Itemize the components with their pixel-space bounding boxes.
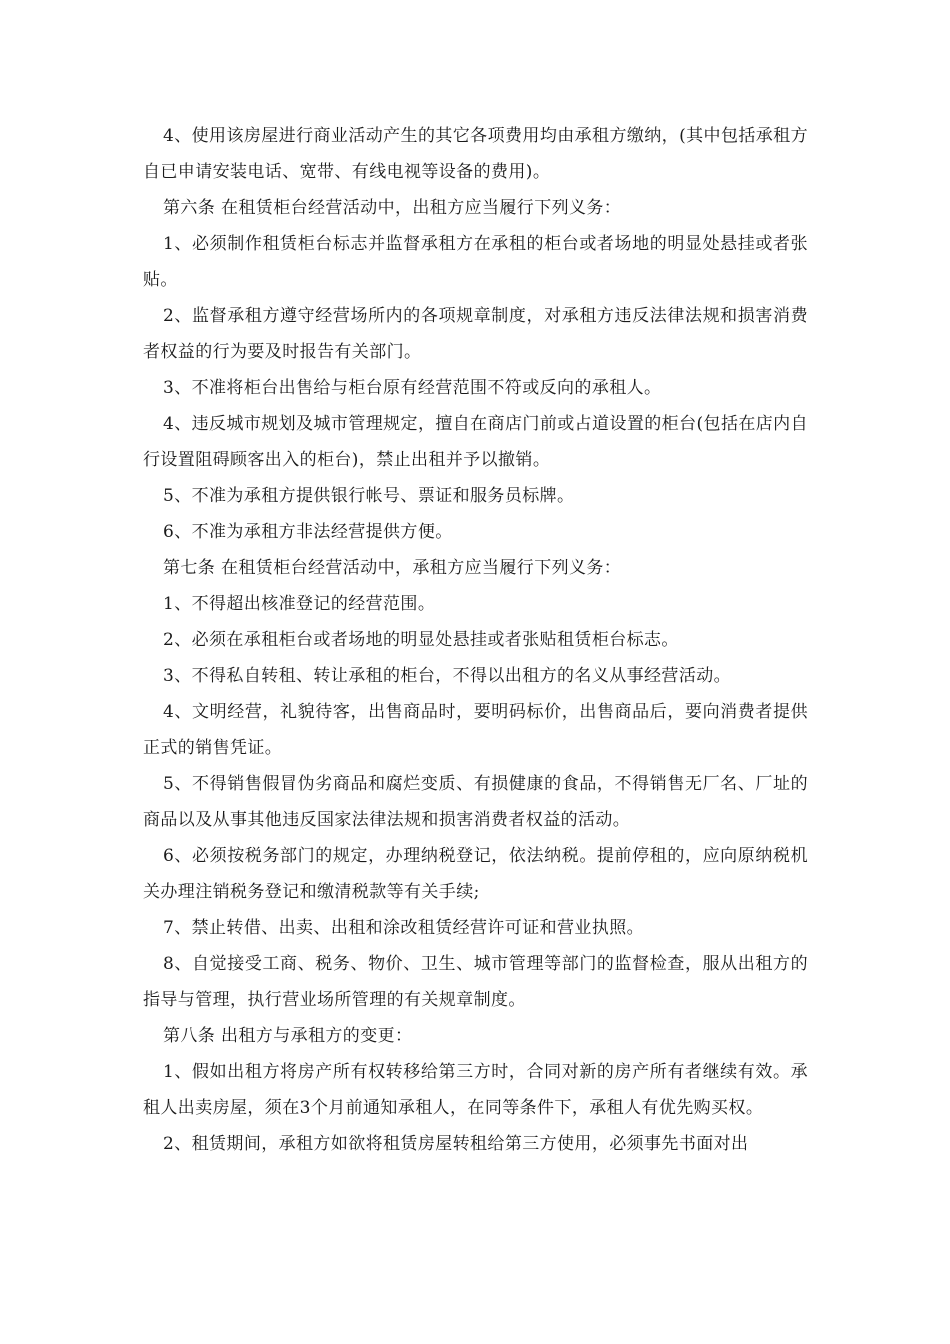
paragraph-clause-7-2: 2、必须在承租柜台或者场地的明显处悬挂或者张贴租赁柜台标志。	[163, 630, 679, 650]
paragraph-clause-7-6: 6、必须按税务部门的规定，办理纳税登记，依法纳税。提前停租的，应向原纳税机关办理注销税务登记和缴清税款等有关手续;	[143, 846, 808, 902]
paragraph-clause-7-8: 8、自觉接受工商、税务、物价、卫生、城市管理等部门的监督检查，服从出租方的指导与管理，执行营业场所管理的有关规章制度。	[143, 954, 808, 1010]
paragraph-clause-8-1: 1、假如出租方将房产所有权转移给第三方时，合同对新的房产所有者继续有效。承租人出卖房屋，须在3个月前通知承租人，在同等条件下，承租人有优先购买权。	[143, 1062, 808, 1118]
paragraph-clause-5-4: 4、使用该房屋进行商业活动产生的其它各项费用均由承租方缴纳，(其中包括承租方自已申请安装电话、宽带、有线电视等设备的费用)。	[143, 126, 808, 182]
paragraph-clause-7-5: 5、不得销售假冒伪劣商品和腐烂变质、有损健康的食品，不得销售无厂名、厂址的商品以及从事其他违反国家法律法规和损害消费者权益的活动。	[143, 774, 808, 830]
article-6-heading: 第六条 在租赁柜台经营活动中，出租方应当履行下列义务：	[163, 198, 622, 218]
paragraph-clause-6-1: 1、必须制作租赁柜台标志并监督承租方在承租的柜台或者场地的明显处悬挂或者张贴。	[143, 234, 808, 290]
paragraph-clause-6-4: 4、违反城市规划及城市管理规定，擅自在商店门前或占道设置的柜台(包括在店内自行设置阻碍顾客出入的柜台)，禁止出租并予以撤销。	[143, 414, 808, 470]
paragraph-clause-6-3: 3、不准将柜台出售给与柜台原有经营范围不符或反向的承租人。	[163, 378, 662, 398]
paragraph-clause-7-3: 3、不得私自转租、转让承租的柜台，不得以出租方的名义从事经营活动。	[163, 666, 732, 686]
article-7-heading: 第七条 在租赁柜台经营活动中，承租方应当履行下列义务：	[163, 558, 622, 578]
paragraph-clause-7-7: 7、禁止转借、出卖、出租和涂改租赁经营许可证和营业执照。	[163, 918, 645, 938]
paragraph-clause-6-2: 2、监督承租方遵守经营场所内的各项规章制度，对承租方违反法律法规和损害消费者权益的行为要及时报告有关部门。	[143, 306, 808, 362]
paragraph-clause-6-6: 6、不准为承租方非法经营提供方便。	[163, 522, 453, 542]
paragraph-clause-7-4: 4、文明经营，礼貌待客，出售商品时，要明码标价，出售商品后，要向消费者提供正式的销售凭证。	[143, 702, 808, 758]
paragraph-clause-7-1: 1、不得超出核准登记的经营范围。	[163, 594, 436, 614]
document-body	[143, 118, 808, 1162]
paragraph-clause-6-5: 5、不准为承租方提供银行帐号、票证和服务员标牌。	[163, 486, 575, 506]
article-8-heading: 第八条 出租方与承租方的变更：	[163, 1026, 413, 1046]
paragraph-clause-8-2: 2、租赁期间，承租方如欲将租赁房屋转租给第三方使用，必须事先书面对出	[163, 1134, 749, 1154]
